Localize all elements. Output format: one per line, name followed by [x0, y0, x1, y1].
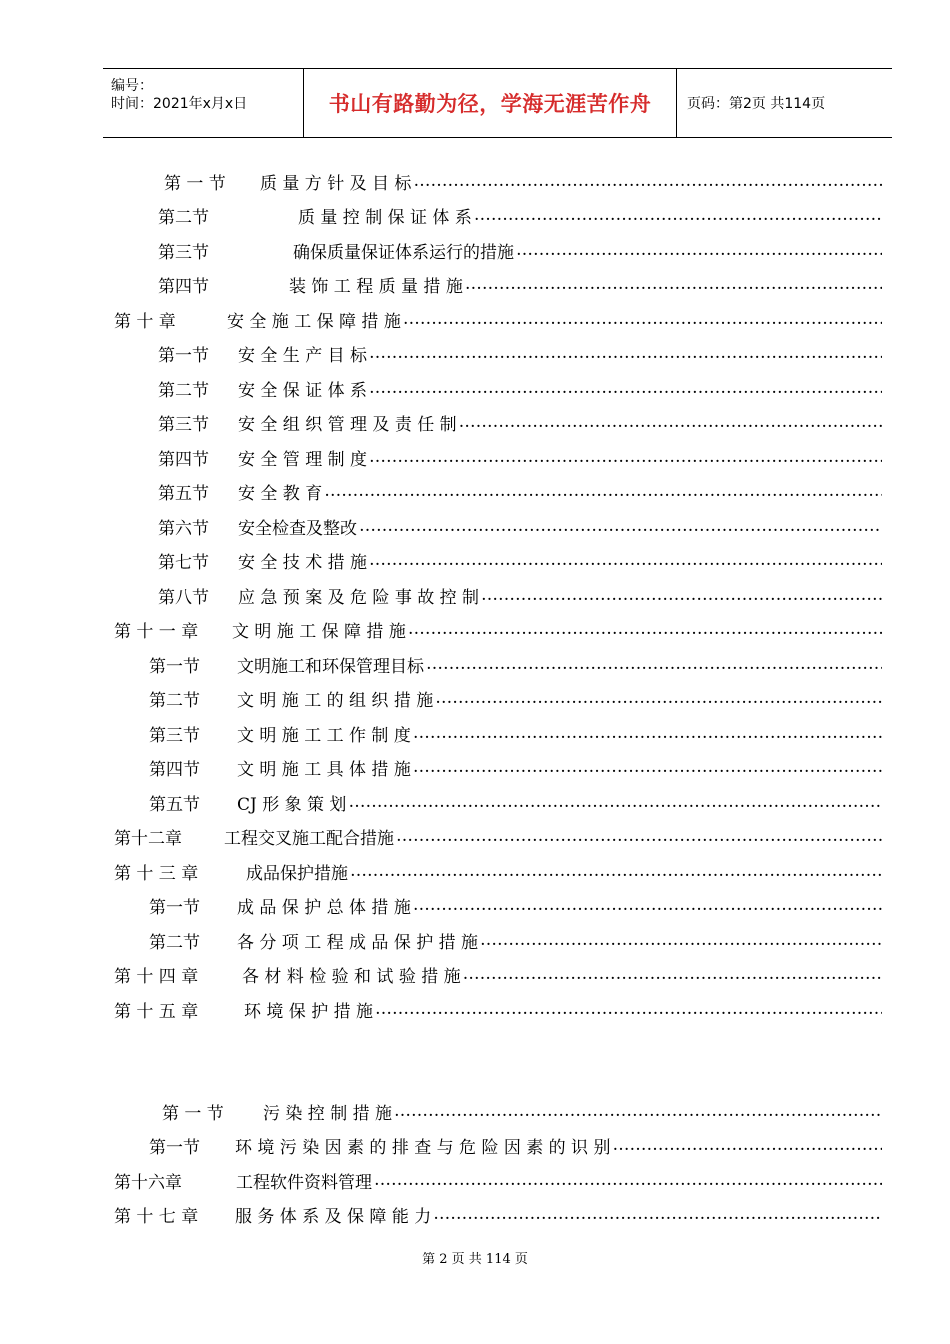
- toc-entry-title: 文 明 施 工 保 障 措 施: [232, 621, 406, 642]
- toc-leader-dots: [374, 1170, 882, 1190]
- toc-entry[interactable]: [158, 375, 882, 401]
- toc-entry[interactable]: [114, 823, 882, 849]
- toc-entry-title: 安 全 施 工 保 障 措 施: [227, 311, 401, 332]
- toc-entry[interactable]: [164, 168, 882, 194]
- toc-leader-dots: [394, 1101, 882, 1121]
- toc-entry[interactable]: [114, 996, 882, 1022]
- toc-entry-number: 第二节: [149, 932, 200, 953]
- toc-entry-title: 安全检查及整改: [238, 518, 357, 539]
- toc-entry[interactable]: [149, 685, 882, 711]
- toc-entry-title: 安 全 教 育: [238, 483, 323, 504]
- toc-entry[interactable]: [158, 237, 882, 263]
- toc-entry-number: 第 十 七 章: [114, 1206, 199, 1227]
- toc-leader-dots: [433, 1204, 882, 1224]
- toc-leader-dots: [413, 895, 882, 915]
- toc-entry-title: 工程交叉施工配合措施: [224, 828, 394, 849]
- toc-entry-number: 第六节: [158, 518, 209, 539]
- toc-leader-dots: [413, 757, 882, 777]
- toc-entry[interactable]: [114, 1201, 882, 1227]
- toc-leader-dots: [465, 274, 882, 294]
- toc-entry[interactable]: [158, 409, 882, 435]
- toc-entry[interactable]: [114, 961, 882, 987]
- toc-entry-number: 第十六章: [114, 1172, 182, 1193]
- toc-leader-dots: [396, 826, 882, 846]
- toc-entry-number: 第一节: [149, 656, 200, 677]
- toc-entry[interactable]: [158, 444, 882, 470]
- toc-entry-number: 第四节: [158, 276, 209, 297]
- code-label: 编号：: [111, 78, 153, 94]
- toc-leader-dots: [369, 447, 882, 467]
- toc-entry-number: 第 十 章: [114, 311, 176, 332]
- page-info: 页码：第2页 共114页: [687, 96, 826, 112]
- toc-entry-title: CJ 形 象 策 划: [237, 794, 347, 815]
- toc-entry-number: 第四节: [158, 449, 209, 470]
- toc-entry[interactable]: [158, 547, 882, 573]
- toc-entry-number: 第 十 五 章: [114, 1001, 199, 1022]
- toc-entry-number: 第五节: [149, 794, 200, 815]
- toc-entry-number: 第二节: [149, 690, 200, 711]
- toc-leader-dots: [426, 654, 882, 674]
- toc-entry-number: 第一节: [158, 345, 209, 366]
- toc-leader-dots: [348, 792, 882, 812]
- toc-entry-title: 工程软件资料管理: [236, 1172, 372, 1193]
- toc-entry-number: 第一节: [149, 897, 200, 918]
- toc-entry-title: 安 全 组 织 管 理 及 责 任 制: [238, 414, 457, 435]
- toc-entry-title: 质 量 方 针 及 目 标: [260, 173, 412, 194]
- toc-leader-dots: [359, 516, 882, 536]
- toc-entry[interactable]: [149, 892, 882, 918]
- toc-leader-dots: [408, 619, 882, 639]
- toc-leader-dots: [403, 309, 882, 329]
- toc-entry-number: 第三节: [158, 414, 209, 435]
- toc-entry[interactable]: [114, 858, 882, 884]
- toc-entry[interactable]: [114, 1167, 882, 1193]
- toc-entry-title: 成品保护措施: [246, 863, 348, 884]
- toc-leader-dots: [375, 999, 882, 1019]
- toc-entry-title: 安 全 保 证 体 系: [238, 380, 368, 401]
- toc-entry-title: 污 染 控 制 措 施: [263, 1103, 393, 1124]
- toc-entry-number: 第一节: [149, 1137, 200, 1158]
- toc-entry-title: 装 饰 工 程 质 量 措 施: [289, 276, 463, 297]
- toc-entry-title: 文明施工和环保管理目标: [237, 656, 424, 677]
- toc-entry[interactable]: [149, 1132, 882, 1158]
- toc-entry-title: 安 全 管 理 制 度: [238, 449, 368, 470]
- toc-entry[interactable]: [149, 789, 882, 815]
- toc-entry[interactable]: [158, 340, 882, 366]
- toc-leader-dots: [463, 964, 882, 984]
- toc-entry-title: 质 量 控 制 保 证 体 系: [298, 207, 472, 228]
- toc-entry-number: 第五节: [158, 483, 209, 504]
- toc-entry-title: 各 材 料 检 验 和 试 验 措 施: [242, 966, 461, 987]
- toc-entry-title: 服 务 体 系 及 保 障 能 力: [235, 1206, 432, 1227]
- toc-leader-dots: [369, 550, 882, 570]
- toc-entry-number: 第三节: [158, 242, 209, 263]
- toc-entry-number: 第 一 节: [164, 173, 226, 194]
- toc-entry[interactable]: [149, 754, 882, 780]
- toc-entry[interactable]: [158, 582, 882, 608]
- toc-entry[interactable]: [149, 651, 882, 677]
- toc-entry-title: 文 明 施 工 具 体 措 施: [237, 759, 411, 780]
- toc-entry-number: 第七节: [158, 552, 209, 573]
- toc-entry-number: 第三节: [149, 725, 200, 746]
- toc-entry-number: 第 一 节: [162, 1103, 224, 1124]
- toc-entry-number: 第八节: [158, 587, 209, 608]
- toc-entry[interactable]: [114, 616, 882, 642]
- toc-entry[interactable]: [158, 478, 882, 504]
- toc-leader-dots: [480, 930, 882, 950]
- toc-leader-dots: [413, 723, 882, 743]
- toc-entry[interactable]: [114, 306, 882, 332]
- toc-leader-dots: [516, 240, 882, 260]
- toc-entry-title: 文 明 施 工 的 组 织 措 施: [237, 690, 434, 711]
- toc-entry-number: 第四节: [149, 759, 200, 780]
- toc-entry-number: 第 十 四 章: [114, 966, 199, 987]
- toc-entry-number: 第 十 一 章: [114, 621, 199, 642]
- page-footer: 第 2 页 共 114 页: [422, 1252, 528, 1267]
- toc-leader-dots: [481, 585, 882, 605]
- toc-leader-dots: [324, 481, 882, 501]
- toc-entry-title: 安 全 生 产 目 标: [238, 345, 368, 366]
- toc-leader-dots: [612, 1135, 882, 1155]
- toc-entry[interactable]: [149, 927, 882, 953]
- toc-entry[interactable]: [162, 1098, 882, 1124]
- toc-entry-number: 第 十 三 章: [114, 863, 199, 884]
- toc-entry-title: 应 急 预 案 及 危 险 事 故 控 制: [238, 587, 480, 608]
- toc-leader-dots: [435, 688, 882, 708]
- toc-leader-dots: [369, 343, 882, 363]
- toc-entry-title: 成 品 保 护 总 体 措 施: [237, 897, 411, 918]
- toc-leader-dots: [413, 171, 882, 191]
- toc-leader-dots: [369, 378, 882, 398]
- toc-leader-dots: [459, 412, 882, 432]
- toc-entry-title: 安 全 技 术 措 施: [238, 552, 368, 573]
- toc-entry-title: 确保质量保证体系运行的措施: [293, 242, 514, 263]
- toc-entry-title: 环 境 污 染 因 素 的 排 查 与 危 险 因 素 的 识 别: [235, 1137, 611, 1158]
- toc-entry-title: 环 境 保 护 措 施: [244, 1001, 374, 1022]
- toc-leader-dots: [474, 205, 882, 225]
- toc-entry[interactable]: [158, 271, 882, 297]
- toc-entry[interactable]: [158, 202, 882, 228]
- toc-entry-title: 文 明 施 工 工 作 制 度: [237, 725, 411, 746]
- toc-entry-title: 各 分 项 工 程 成 品 保 护 措 施: [237, 932, 479, 953]
- motto-text: 书山有路勤为径，学海无涯苦作舟: [328, 92, 652, 116]
- toc-entry-number: 第二节: [158, 207, 209, 228]
- toc-entry[interactable]: [158, 513, 882, 539]
- time-label: 时间：2021年x月x日: [111, 96, 248, 112]
- toc-leader-dots: [350, 861, 882, 881]
- toc-entry[interactable]: [149, 720, 882, 746]
- toc-entry-number: 第十二章: [114, 828, 182, 849]
- toc-entry-number: 第二节: [158, 380, 209, 401]
